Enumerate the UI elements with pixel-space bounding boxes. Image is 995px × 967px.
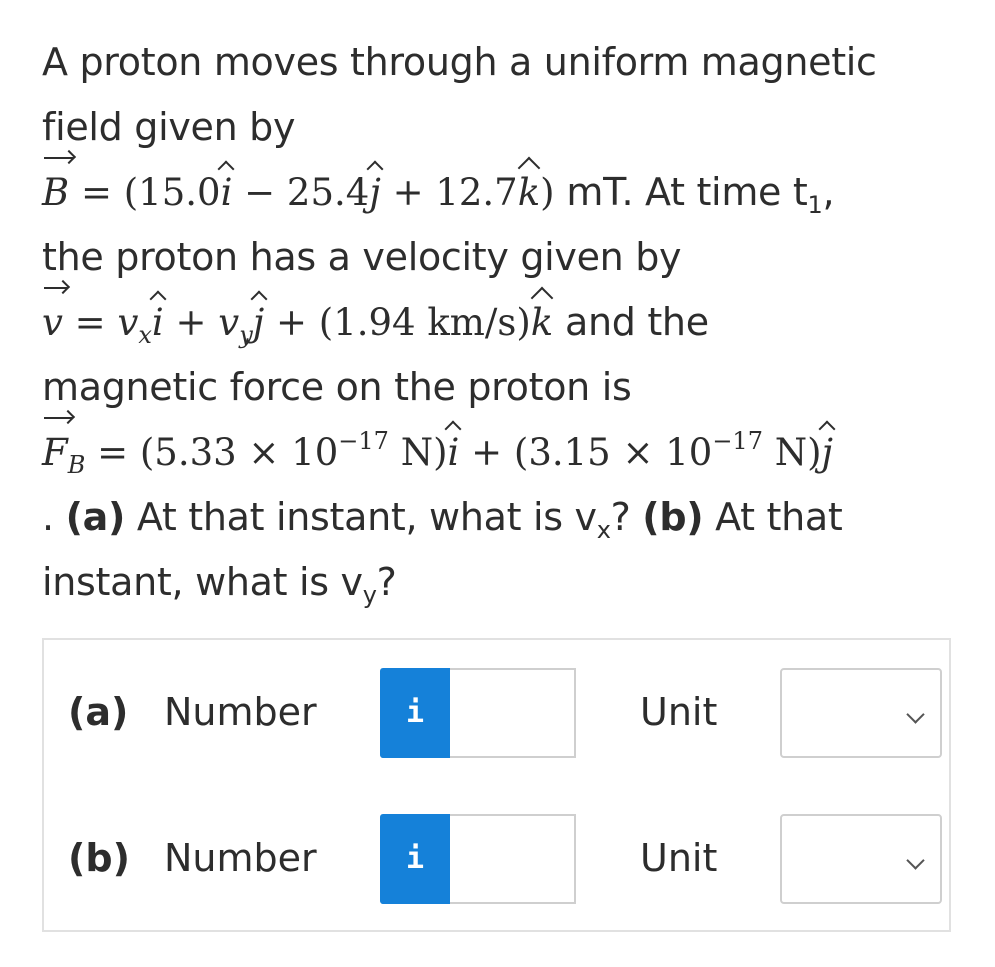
unit-select-b[interactable] bbox=[780, 814, 942, 904]
f-n1: N) bbox=[388, 431, 448, 474]
b-i-hat: i bbox=[221, 160, 233, 225]
f-j-hat: j bbox=[822, 420, 833, 485]
part-b-label: (b) bbox=[68, 836, 130, 880]
force-expression bbox=[42, 427, 834, 479]
unit-label-a: Unit bbox=[640, 690, 718, 734]
f-exponent-1: −17 bbox=[338, 427, 389, 455]
velocity-equation bbox=[42, 290, 962, 355]
part-b-tag: (b) bbox=[642, 495, 704, 539]
b-j-hat: j bbox=[369, 160, 380, 225]
question-line-1: A proton moves through a uniform magnetic bbox=[42, 40, 877, 84]
part-a-tag: (a) bbox=[65, 495, 126, 539]
b-tail: , bbox=[822, 170, 835, 214]
question-line-9 bbox=[42, 550, 962, 615]
number-input-b[interactable] bbox=[450, 814, 576, 904]
v-vector-symbol: v bbox=[42, 290, 63, 355]
v-tail: and the bbox=[553, 300, 709, 344]
f-i-hat: i bbox=[448, 420, 460, 485]
b-expr-mid2: + 12.7 bbox=[392, 171, 518, 214]
line9-subscript: y bbox=[362, 581, 377, 609]
answer-row-a bbox=[44, 668, 949, 760]
part-a-text: At that instant, what is v bbox=[125, 495, 597, 539]
answer-panel bbox=[42, 638, 951, 932]
question-line-4: the proton has a velocity given by bbox=[42, 235, 682, 279]
vy-symbol: v bbox=[218, 301, 240, 344]
b-expr-mid1: − 25.4 bbox=[244, 171, 370, 214]
f-subscript: B bbox=[67, 451, 86, 479]
question-text bbox=[42, 30, 962, 615]
b-expr-open: = (15.0 bbox=[80, 171, 221, 214]
question-line-6: magnetic force on the proton is bbox=[42, 365, 632, 409]
chevron-down-icon bbox=[906, 705, 924, 723]
info-icon[interactable]: i bbox=[380, 814, 450, 904]
velocity-expression bbox=[42, 301, 554, 349]
vx-symbol: v bbox=[117, 301, 139, 344]
unit-select-a[interactable] bbox=[780, 668, 942, 758]
vy-subscript: y bbox=[239, 321, 253, 349]
vx-subscript: x bbox=[138, 321, 152, 349]
line9-text: instant, what is v bbox=[42, 560, 363, 604]
f-eq: = (5.33 × 10 bbox=[97, 431, 339, 474]
line9-question-mark: ? bbox=[376, 560, 397, 604]
number-input-a[interactable] bbox=[450, 668, 576, 758]
v-k-hat: k bbox=[531, 290, 553, 355]
v-j-hat: j bbox=[253, 290, 264, 355]
f-vector-symbol: F bbox=[42, 420, 68, 485]
b-expr-close: ) bbox=[540, 171, 555, 214]
info-icon[interactable]: i bbox=[380, 668, 450, 758]
answer-row-b bbox=[44, 814, 949, 906]
unit-label-b: Unit bbox=[640, 836, 718, 880]
field-expression bbox=[42, 171, 555, 214]
magnetic-field-equation bbox=[42, 160, 962, 225]
chevron-down-icon bbox=[906, 851, 924, 869]
v-plus1: + bbox=[175, 301, 207, 344]
part-a-subscript: x bbox=[596, 516, 611, 544]
force-equation bbox=[42, 420, 962, 485]
v-eq: = bbox=[74, 301, 106, 344]
number-label-b: Number bbox=[164, 836, 317, 880]
f-n2: N) bbox=[762, 431, 822, 474]
number-label-a: Number bbox=[164, 690, 317, 734]
f-plus: + (3.15 × 10 bbox=[471, 431, 713, 474]
v-plus2: + (1.94 km/s) bbox=[276, 301, 531, 344]
question-line-2: field given by bbox=[42, 105, 296, 149]
leading-dot: . bbox=[42, 495, 66, 539]
t-subscript: 1 bbox=[807, 191, 823, 219]
b-k-hat: k bbox=[518, 160, 540, 225]
part-b-text: At that bbox=[703, 495, 843, 539]
b-vector-symbol: B bbox=[42, 160, 69, 225]
b-unit-text: mT. At time t bbox=[554, 170, 808, 214]
part-a-question-mark: ? bbox=[610, 495, 643, 539]
v-i-hat: i bbox=[152, 290, 164, 355]
part-a-label: (a) bbox=[68, 690, 129, 734]
question-parts-line bbox=[42, 485, 962, 550]
f-exponent-2: −17 bbox=[712, 427, 763, 455]
